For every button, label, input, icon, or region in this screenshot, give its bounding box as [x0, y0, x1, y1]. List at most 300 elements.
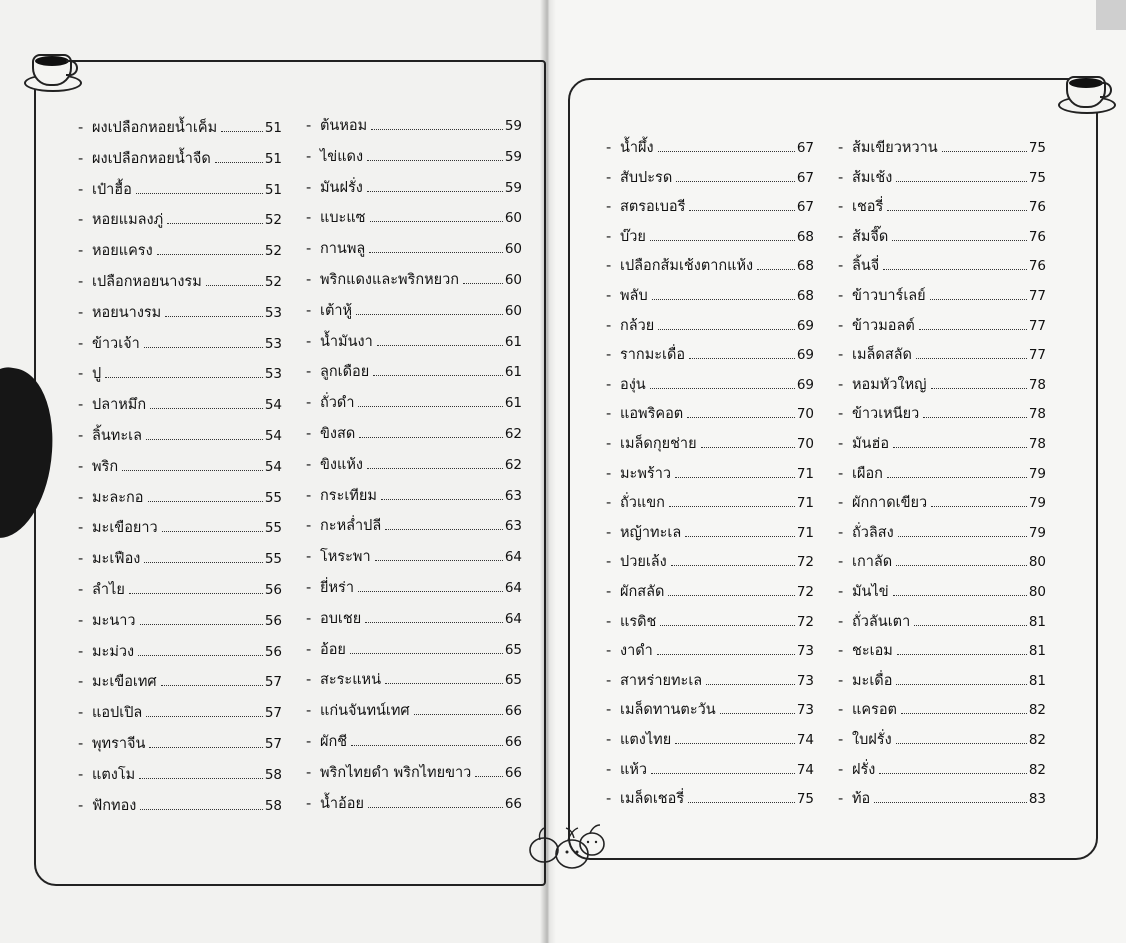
entry-page-number: 61: [504, 333, 522, 350]
entry-dash: -: [306, 118, 312, 134]
entry-label: เมล็ดกุยช่าย: [620, 436, 697, 452]
entry-page-number: 58: [264, 766, 282, 783]
index-entry: [838, 611, 1046, 633]
entry-dash: -: [78, 335, 84, 352]
entry-label: เมล็ดเชอรี่: [620, 791, 685, 808]
entry-page-number: 66: [504, 734, 522, 750]
dot-leader: [919, 329, 1027, 330]
entry-dash: -: [306, 487, 312, 504]
entry-dash: -: [838, 524, 844, 541]
entry-page-number: 77: [1028, 347, 1046, 364]
entry-label: ผงเปลือกหอยน้ำจืด: [92, 150, 211, 167]
entry-dash: -: [838, 465, 844, 482]
index-entry: [606, 137, 814, 159]
entry-dash: -: [838, 732, 844, 748]
entry-page-number: 78: [1028, 406, 1046, 423]
entry-page-number: 67: [796, 199, 814, 216]
index-entry: [78, 795, 282, 817]
index-entry: [606, 315, 814, 337]
entry-dash: -: [838, 288, 844, 304]
entry-dash: -: [838, 169, 844, 186]
index-entry: [838, 374, 1046, 396]
index-entry: [306, 731, 522, 753]
entry-dash: -: [78, 736, 84, 752]
entry-page-number: 81: [1028, 672, 1046, 689]
dot-leader: [385, 683, 503, 684]
dot-leader: [689, 210, 794, 211]
entry-page-number: 55: [264, 520, 282, 537]
entry-dash: -: [838, 613, 844, 630]
entry-label: ส้มเขียวหวาน: [852, 140, 938, 156]
dot-leader: [883, 269, 1027, 270]
dot-leader: [165, 316, 263, 317]
index-entry: [838, 226, 1046, 248]
entry-page-number: 64: [504, 549, 522, 566]
index-entry: [306, 269, 522, 291]
index-entry: [78, 394, 282, 416]
dot-leader: [385, 529, 503, 530]
entry-dash: -: [306, 210, 312, 227]
entry-page-number: 72: [796, 613, 814, 630]
fruit-illustration-icon: [522, 808, 612, 878]
dot-leader: [381, 499, 503, 500]
entry-label: น้ำอ้อย: [320, 795, 364, 812]
entry-page-number: 61: [504, 395, 522, 412]
entry-dash: -: [838, 376, 844, 393]
entry-label: มันไข่: [852, 584, 889, 600]
entry-label: หอยนางรม: [92, 304, 162, 321]
index-entry: [78, 641, 282, 663]
entry-dash: -: [306, 364, 312, 381]
index-entry: [838, 255, 1046, 277]
entry-label: เมล็ดทานตะวัน: [620, 702, 716, 719]
entry-page-number: 60: [504, 241, 522, 258]
dot-leader: [144, 562, 262, 563]
dot-leader: [146, 439, 263, 440]
index-entry: [838, 729, 1046, 751]
entry-dash: -: [606, 465, 612, 482]
dot-leader: [351, 745, 503, 746]
entry-label: เป๋าฮื้อ: [92, 181, 132, 198]
entry-label: ปวยเล้ง: [620, 554, 667, 571]
dot-leader: [676, 181, 795, 182]
index-entry: [306, 361, 522, 383]
dot-leader: [914, 625, 1027, 626]
entry-page-number: 79: [1028, 465, 1046, 482]
entry-page-number: 71: [796, 524, 814, 541]
entry-dash: -: [78, 458, 84, 475]
entry-page-number: 57: [264, 705, 282, 722]
dot-leader: [893, 595, 1027, 596]
entry-page-number: 59: [504, 118, 522, 134]
entry-page-number: 64: [504, 610, 522, 627]
dot-leader: [887, 477, 1027, 478]
dot-leader: [916, 358, 1027, 359]
dot-leader: [140, 809, 262, 810]
entry-dash: -: [606, 584, 612, 600]
dot-leader: [377, 345, 503, 346]
dot-leader: [463, 283, 503, 284]
index-entry: [606, 433, 814, 455]
index-entry: [306, 392, 522, 414]
entry-dash: -: [306, 241, 312, 258]
index-entry: [606, 226, 814, 248]
index-entry: [838, 640, 1046, 662]
entry-page-number: 76: [1028, 199, 1046, 216]
dot-leader: [122, 470, 263, 471]
entry-page-number: 68: [796, 228, 814, 245]
entry-page-number: 59: [504, 148, 522, 165]
entry-dash: -: [838, 347, 844, 364]
index-entry: [606, 463, 814, 485]
index-entry: [306, 177, 522, 199]
entry-page-number: 63: [504, 487, 522, 504]
entry-label: ขิงสด: [320, 426, 356, 442]
entry-label: หญ้าทะเล: [620, 524, 682, 541]
index-entry: [838, 196, 1046, 218]
dot-leader: [358, 406, 502, 407]
entry-dash: -: [306, 672, 312, 689]
index-entry: [606, 729, 814, 751]
index-entry: [78, 671, 282, 693]
entry-label: ขิงแห้ง: [320, 456, 363, 473]
index-entry: [306, 577, 522, 599]
entry-label: ลูกเดือย: [320, 364, 370, 381]
dot-leader: [414, 714, 503, 715]
entry-dash: -: [306, 333, 312, 350]
entry-dash: -: [78, 366, 84, 383]
entry-page-number: 76: [1028, 228, 1046, 245]
index-entry: [78, 271, 282, 293]
entry-page-number: 69: [796, 347, 814, 364]
entry-page-number: 66: [504, 764, 522, 781]
dot-leader: [148, 501, 263, 502]
index-entry: [306, 300, 522, 322]
index-entry: [606, 670, 814, 692]
entry-dash: -: [838, 761, 844, 778]
entry-page-number: 54: [264, 397, 282, 414]
entry-dash: -: [838, 554, 844, 571]
index-entry: [78, 209, 282, 231]
entry-page-number: 83: [1028, 791, 1046, 808]
dot-leader: [373, 375, 503, 376]
entry-page-number: 51: [264, 120, 282, 136]
entry-label: เมล็ดสลัด: [852, 347, 912, 364]
dot-leader: [356, 314, 503, 315]
index-entry: [838, 403, 1046, 425]
entry-label: ผักสลัด: [620, 584, 665, 600]
entry-page-number: 80: [1028, 584, 1046, 600]
entry-dash: -: [606, 761, 612, 778]
entry-label: เผือก: [852, 465, 883, 482]
entry-dash: -: [606, 347, 612, 364]
entry-label: พริกไทยดำ พริกไทยขาว: [320, 764, 472, 781]
entry-label: หอมหัวใหญ่: [852, 376, 927, 393]
entry-label: ไข่แดง: [320, 148, 364, 165]
dot-leader: [701, 447, 795, 448]
entry-page-number: 80: [1028, 554, 1046, 571]
dot-leader: [162, 531, 263, 532]
index-entry: [606, 403, 814, 425]
entry-dash: -: [306, 703, 312, 720]
entry-dash: -: [78, 643, 84, 660]
index-entry: [306, 639, 522, 661]
index-entry: [306, 423, 522, 445]
entry-dash: -: [306, 580, 312, 596]
index-entry: [838, 315, 1046, 337]
entry-dash: -: [606, 317, 612, 334]
index-entry: [306, 700, 522, 722]
entry-page-number: 79: [1028, 524, 1046, 541]
entry-label: แอปเปิล: [92, 705, 143, 722]
entry-dash: -: [838, 495, 844, 512]
entry-label: ลิ้นทะเล: [92, 428, 142, 444]
dot-leader: [350, 653, 503, 654]
index-entry: [606, 759, 814, 781]
entry-dash: -: [838, 406, 844, 423]
entry-dash: -: [78, 150, 84, 167]
entry-dash: -: [78, 551, 84, 568]
index-entry: [606, 196, 814, 218]
index-entry: [306, 146, 522, 168]
entry-dash: -: [606, 732, 612, 748]
index-entry: [838, 137, 1046, 159]
entry-label: เปลือกหอยนางรม: [92, 274, 202, 290]
dot-leader: [893, 447, 1027, 448]
entry-dash: -: [78, 428, 84, 444]
dot-leader: [369, 252, 503, 253]
entry-label: พลับ: [620, 288, 648, 304]
index-entry: [306, 454, 522, 476]
entry-label: หอยแครง: [92, 243, 153, 260]
entry-label: องุ่น: [620, 376, 646, 393]
entry-dash: -: [606, 376, 612, 393]
entry-page-number: 69: [796, 317, 814, 334]
entry-page-number: 57: [264, 736, 282, 752]
entry-label: ส้มเช้ง: [852, 169, 893, 186]
entry-dash: -: [78, 705, 84, 722]
entry-page-number: 60: [504, 210, 522, 227]
entry-page-number: 65: [504, 641, 522, 658]
entry-dash: -: [306, 641, 312, 658]
index-entry: [606, 581, 814, 603]
entry-dash: -: [78, 766, 84, 783]
entry-label: น้ำผึ้ง: [620, 140, 654, 156]
entry-dash: -: [306, 734, 312, 750]
dot-leader: [161, 685, 263, 686]
entry-dash: -: [606, 554, 612, 571]
entry-page-number: 70: [796, 406, 814, 423]
entry-label: แรดิช: [620, 613, 657, 630]
entry-page-number: 75: [796, 791, 814, 808]
entry-dash: -: [606, 702, 612, 719]
dot-leader: [892, 240, 1026, 241]
entry-page-number: 82: [1028, 761, 1046, 778]
entry-label: เกาลัด: [852, 554, 893, 571]
entry-page-number: 74: [796, 761, 814, 778]
dot-leader: [896, 743, 1027, 744]
index-entry: [606, 551, 814, 573]
dot-leader: [706, 684, 795, 685]
entry-page-number: 62: [504, 426, 522, 442]
entry-page-number: 54: [264, 428, 282, 444]
dot-leader: [206, 285, 263, 286]
entry-dash: -: [838, 317, 844, 334]
index-entry: [606, 611, 814, 633]
entry-label: มะพร้าว: [620, 465, 671, 482]
entry-dash: -: [606, 524, 612, 541]
entry-label: ลำไย: [92, 582, 125, 598]
entry-label: มันฮ่อ: [852, 436, 890, 452]
entry-label: มะนาว: [92, 612, 136, 629]
index-entry: [78, 425, 282, 447]
entry-label: อ้อย: [320, 641, 346, 658]
dot-leader: [896, 565, 1027, 566]
entry-label: ผักกาดเขียว: [852, 495, 928, 512]
entry-page-number: 72: [796, 554, 814, 571]
dot-leader: [136, 193, 263, 194]
entry-label: หอยแมลงภู่: [92, 212, 164, 229]
entry-page-number: 53: [264, 335, 282, 352]
entry-label: ต้นหอม: [320, 118, 368, 134]
entry-label: น้ำมันงา: [320, 333, 373, 350]
index-entry: [306, 331, 522, 353]
entry-dash: -: [78, 489, 84, 506]
dot-leader: [157, 254, 263, 255]
index-entry: [78, 517, 282, 539]
index-entry: [306, 608, 522, 630]
entry-page-number: 78: [1028, 436, 1046, 452]
entry-page-number: 53: [264, 366, 282, 383]
entry-page-number: 56: [264, 582, 282, 598]
entry-dash: -: [306, 610, 312, 627]
dot-leader: [675, 477, 795, 478]
entry-label: แตงไทย: [620, 732, 672, 748]
entry-dash: -: [306, 148, 312, 165]
index-entry: [306, 115, 522, 137]
entry-page-number: 68: [796, 258, 814, 275]
dot-leader: [371, 129, 503, 130]
entry-dash: -: [606, 169, 612, 186]
dot-leader: [650, 240, 795, 241]
dot-leader: [720, 713, 795, 714]
index-entry: [78, 363, 282, 385]
index-entry: [78, 764, 282, 786]
index-entry: [606, 344, 814, 366]
index-entry: [838, 522, 1046, 544]
dot-leader: [144, 347, 263, 348]
entry-dash: -: [78, 212, 84, 229]
entry-page-number: 81: [1028, 613, 1046, 630]
entry-page-number: 73: [796, 672, 814, 689]
entry-label: พริกแดงและพริกหยวก: [320, 272, 460, 288]
entry-label: กานพลู: [320, 241, 366, 258]
index-entry: [838, 699, 1046, 721]
entry-label: ฝรั่ง: [852, 761, 876, 778]
dot-leader: [942, 151, 1027, 152]
entry-page-number: 57: [264, 674, 282, 691]
dot-leader: [901, 713, 1027, 714]
dot-leader: [887, 210, 1027, 211]
entry-label: ถั่วแขก: [620, 495, 665, 512]
index-entry: [606, 255, 814, 277]
page-corner: [1096, 0, 1126, 30]
index-entry: [78, 579, 282, 601]
dot-leader: [359, 437, 503, 438]
index-entry: [606, 522, 814, 544]
index-entry: [838, 344, 1046, 366]
entry-dash: -: [78, 274, 84, 290]
entry-page-number: 77: [1028, 317, 1046, 334]
entry-page-number: 71: [796, 465, 814, 482]
dot-leader: [898, 536, 1027, 537]
entry-dash: -: [838, 199, 844, 216]
entry-dash: -: [606, 436, 612, 452]
entry-label: สตรอเบอรี: [620, 199, 686, 216]
dot-leader: [657, 654, 795, 655]
entry-dash: -: [838, 584, 844, 600]
dot-leader: [660, 625, 794, 626]
dot-leader: [375, 560, 503, 561]
entry-page-number: 76: [1028, 258, 1046, 275]
entry-dash: -: [306, 272, 312, 288]
dot-leader: [687, 417, 795, 418]
entry-label: มะเขือยาว: [92, 520, 158, 537]
entry-label: มะเฟือง: [92, 551, 141, 568]
entry-label: ข้าวบาร์เลย์: [852, 288, 926, 304]
entry-label: ถั่วดำ: [320, 395, 355, 412]
entry-page-number: 75: [1028, 140, 1046, 156]
entry-dash: -: [606, 613, 612, 630]
dot-leader: [757, 269, 795, 270]
entry-page-number: 62: [504, 456, 522, 473]
dot-leader: [150, 408, 263, 409]
entry-label: ปู: [92, 366, 102, 383]
entry-page-number: 61: [504, 364, 522, 381]
entry-label: รากมะเดื่อ: [620, 347, 686, 364]
entry-dash: -: [306, 395, 312, 412]
entry-dash: -: [78, 120, 84, 136]
index-entry: [606, 167, 814, 189]
entry-label: ผงเปลือกหอยน้ำเค็ม: [92, 120, 218, 136]
entry-label: แห้ว: [620, 761, 648, 778]
entry-label: ถั่วลิสง: [852, 524, 894, 541]
entry-label: อบเชย: [320, 610, 362, 627]
entry-dash: -: [306, 795, 312, 812]
entry-label: ผักชี: [320, 734, 348, 750]
entry-page-number: 67: [796, 140, 814, 156]
entry-label: ลิ้นจี่: [852, 258, 880, 275]
entry-label: สะระแหน่: [320, 672, 382, 689]
entry-label: แตงโม: [92, 766, 136, 783]
entry-dash: -: [838, 702, 844, 719]
index-entry: [78, 702, 282, 724]
index-entry: [838, 463, 1046, 485]
index-entry: [606, 699, 814, 721]
entry-label: แอพริคอต: [620, 406, 684, 423]
entry-page-number: 52: [264, 212, 282, 229]
dot-leader: [669, 506, 795, 507]
index-entry: [306, 669, 522, 691]
entry-dash: -: [606, 288, 612, 304]
dot-leader: [689, 358, 795, 359]
entry-dash: -: [78, 243, 84, 260]
entry-page-number: 54: [264, 458, 282, 475]
entry-page-number: 71: [796, 495, 814, 512]
entry-page-number: 51: [264, 150, 282, 167]
entry-page-number: 53: [264, 304, 282, 321]
entry-label: กล้วย: [620, 317, 655, 334]
